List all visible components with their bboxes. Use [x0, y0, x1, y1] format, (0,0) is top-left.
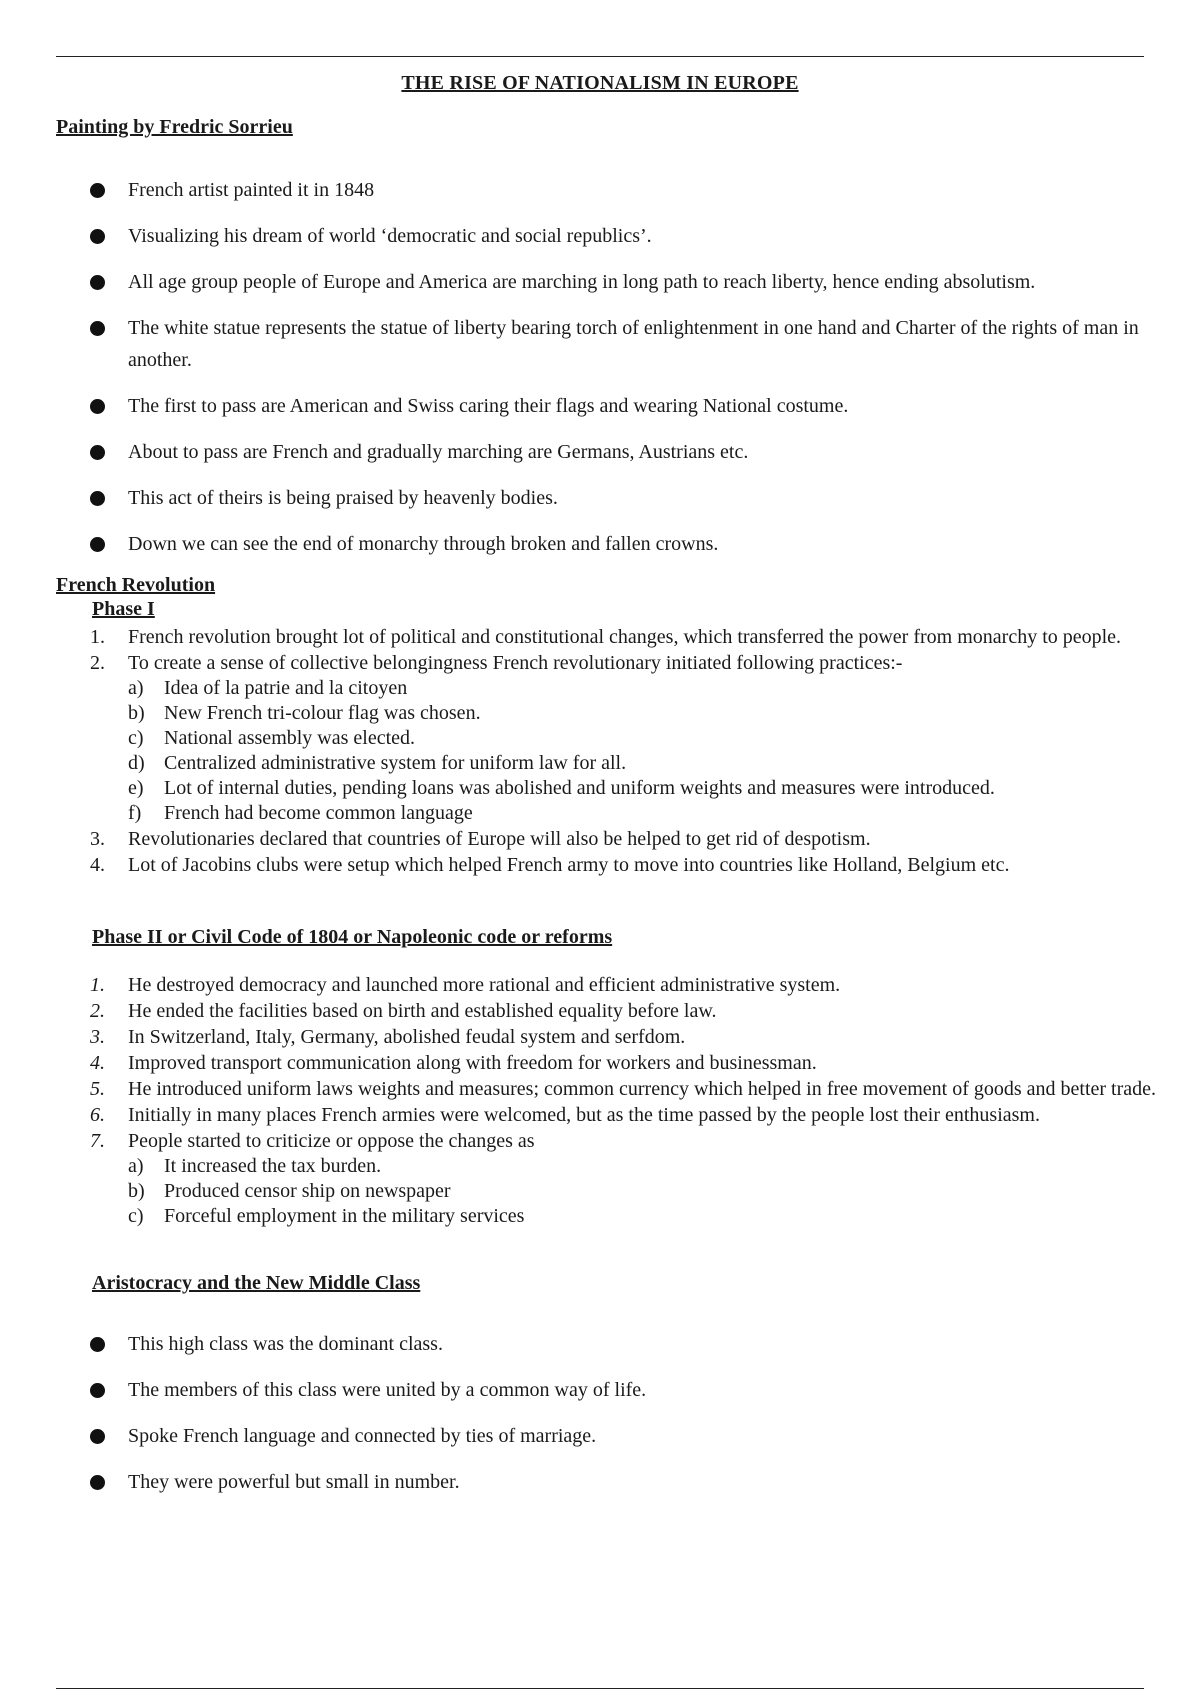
item-text: People started to criticize or oppose the changes as — [128, 1130, 535, 1152]
list-item — [90, 1420, 1180, 1452]
bottom-rule — [56, 1688, 1144, 1689]
item-text: He introduced uniform laws weights and measures; common currency which helped in free movement of goods and better trade. — [128, 1078, 1157, 1100]
list-item — [90, 436, 1180, 468]
list-item-text: The first to pass are American and Swiss caring their flags and wearing National costume. — [128, 395, 849, 417]
item-number: 7. — [90, 1130, 105, 1152]
item-number: 4. — [90, 854, 105, 876]
list-item-text: All age group people of Europe and America are marching in long path to reach liberty, hence ending absolutism. — [128, 271, 1036, 293]
phase2-list — [90, 972, 1160, 1229]
painting-heading: Painting by Fredric Sorrieu — [56, 116, 293, 138]
sub-item-letter: b) — [128, 1180, 145, 1202]
item-text: Lot of Jacobins clubs were setup which helped French army to move into countries like Holland, Belgium etc. — [128, 854, 1010, 876]
sub-item-text: Forceful employment in the military services — [164, 1205, 525, 1227]
item-text: He ended the facilities based on birth and established equality before law. — [128, 1000, 717, 1022]
sub-item — [128, 676, 1160, 701]
numbered-item — [90, 826, 1160, 852]
sub-item-letter: b) — [128, 702, 145, 724]
sub-item-text: French had become common language — [164, 802, 473, 824]
list-item-text: French artist painted it in 1848 — [128, 179, 375, 201]
top-rule — [56, 56, 1144, 57]
list-item-text: Down we can see the end of monarchy through broken and fallen crowns. — [128, 533, 719, 555]
bullet-dot-icon — [90, 1337, 105, 1352]
bullet-dot-icon — [90, 399, 105, 414]
french-revolution-heading: French Revolution — [56, 574, 216, 596]
list-item-text: Visualizing his dream of world ‘democratic and social republics’. — [128, 225, 652, 247]
sub-item — [128, 751, 1160, 776]
list-item — [90, 312, 1180, 376]
sub-item-text: Produced censor ship on newspaper — [164, 1180, 451, 1202]
sub-item-text: National assembly was elected. — [164, 727, 416, 749]
item-number: 1. — [90, 974, 105, 996]
sub-item-text: It increased the tax burden. — [164, 1155, 382, 1177]
list-item — [90, 1466, 1180, 1498]
bullet-dot-icon — [90, 445, 105, 460]
sub-item-letter: a) — [128, 1155, 144, 1177]
numbered-item — [90, 1128, 1160, 1229]
sub-item — [128, 701, 1160, 726]
item-text: In Switzerland, Italy, Germany, abolished feudal system and serfdom. — [128, 1026, 686, 1048]
sub-item-letter: a) — [128, 677, 144, 699]
numbered-item — [90, 1076, 1160, 1102]
sub-item-letter: c) — [128, 727, 144, 749]
bullet-dot-icon — [90, 491, 105, 506]
bullet-dot-icon — [90, 321, 105, 336]
sub-item — [128, 1154, 1160, 1179]
aristocracy-bullet-list — [90, 1328, 1180, 1512]
list-item — [90, 1328, 1180, 1360]
sub-item-text: Idea of la patrie and la citoyen — [164, 677, 408, 699]
list-item — [90, 528, 1180, 560]
item-number: 3. — [90, 1026, 105, 1048]
list-item — [90, 1374, 1180, 1406]
item-text: He destroyed democracy and launched more rational and efficient administrative system. — [128, 974, 841, 996]
sub-item — [128, 1179, 1160, 1204]
sub-item-text: Centralized administrative system for uniform law for all. — [164, 752, 627, 774]
sub-item-text: New French tri-colour flag was chosen. — [164, 702, 481, 724]
list-item-text: Spoke French language and connected by ties of marriage. — [128, 1425, 597, 1447]
list-item — [90, 266, 1180, 298]
list-item — [90, 174, 1180, 206]
numbered-item — [90, 852, 1160, 878]
bullet-dot-icon — [90, 229, 105, 244]
item-text: Initially in many places French armies were welcomed, but as the time passed by the people lost their enthusiasm. — [128, 1104, 1040, 1126]
item-text: Improved transport communication along with freedom for workers and businessman. — [128, 1052, 817, 1074]
bullet-dot-icon — [90, 1475, 105, 1490]
list-item-text: This high class was the dominant class. — [128, 1333, 443, 1355]
item-number: 4. — [90, 1052, 105, 1074]
item-number: 3. — [90, 828, 105, 850]
sub-item — [128, 1204, 1160, 1229]
list-item-text: About to pass are French and gradually marching are Germans, Austrians etc. — [128, 441, 749, 463]
item-text: French revolution brought lot of political and constitutional changes, which transferred the power from monarchy to people. — [128, 626, 1122, 648]
phase1-heading: Phase I — [92, 598, 155, 620]
sub-item-letter: e) — [128, 777, 144, 799]
list-item — [90, 390, 1180, 422]
sub-item-letter: f) — [128, 802, 142, 824]
numbered-item — [90, 1024, 1160, 1050]
item-text: To create a sense of collective belongingness French revolutionary initiated following practices:- — [128, 652, 903, 674]
numbered-item — [90, 624, 1160, 650]
item-number: 5. — [90, 1078, 105, 1100]
bullet-dot-icon — [90, 537, 105, 552]
numbered-item — [90, 972, 1160, 998]
item-number: 6. — [90, 1104, 105, 1126]
aristocracy-heading: Aristocracy and the New Middle Class — [92, 1272, 421, 1294]
numbered-item — [90, 1102, 1160, 1128]
list-item — [90, 482, 1180, 514]
document-title: THE RISE OF NATIONALISM IN EUROPE — [401, 72, 799, 94]
list-item — [90, 220, 1180, 252]
sub-item-letter: c) — [128, 1205, 144, 1227]
bullet-dot-icon — [90, 1383, 105, 1398]
painting-bullet-list — [90, 174, 1180, 574]
list-item-text: This act of theirs is being praised by heavenly bodies. — [128, 487, 558, 509]
bullet-dot-icon — [90, 183, 105, 198]
phase1-list — [90, 624, 1160, 878]
sub-item — [128, 801, 1160, 826]
item-text: Revolutionaries declared that countries of Europe will also be helped to get rid of despotism. — [128, 828, 871, 850]
list-item-text: They were powerful but small in number. — [128, 1471, 460, 1493]
bullet-dot-icon — [90, 275, 105, 290]
phase2-heading: Phase II or Civil Code of 1804 or Napoleonic code or reforms — [92, 926, 613, 948]
numbered-item — [90, 1050, 1160, 1076]
item-number: 2. — [90, 1000, 105, 1022]
sub-item-text: Lot of internal duties, pending loans was abolished and uniform weights and measures were introduced. — [164, 777, 995, 799]
list-item-text: The white statue represents the statue of liberty bearing torch of enlightenment in one hand and Charter of the rights of man in another. — [128, 317, 1139, 371]
numbered-item — [90, 998, 1160, 1024]
numbered-item — [90, 650, 1160, 826]
item-number: 2. — [90, 652, 105, 674]
sub-list — [128, 676, 1160, 826]
bullet-dot-icon — [90, 1429, 105, 1444]
sub-item-letter: d) — [128, 752, 145, 774]
item-number: 1. — [90, 626, 105, 648]
sub-item — [128, 726, 1160, 751]
list-item-text: The members of this class were united by a common way of life. — [128, 1379, 647, 1401]
sub-list — [128, 1154, 1160, 1229]
sub-item — [128, 776, 1160, 801]
